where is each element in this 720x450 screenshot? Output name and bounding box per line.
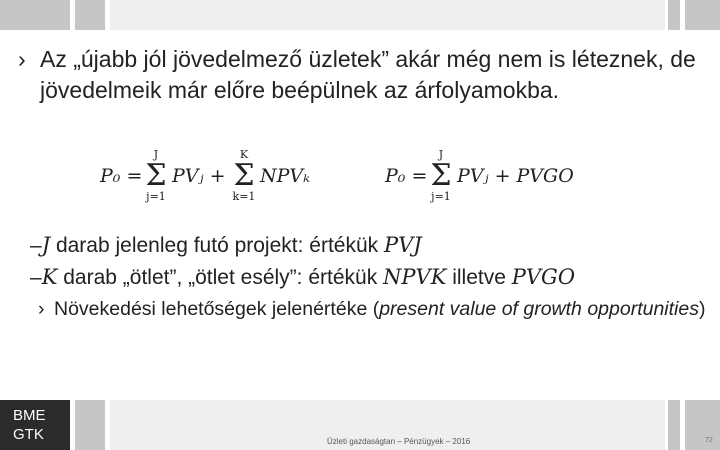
slide-content (18, 44, 712, 106)
sum-symbol: K Σ k=1 (232, 148, 256, 203)
bme-gtk-logo: BME GTK (0, 400, 70, 450)
footer-bar-right (685, 400, 720, 450)
page-number: 72 (705, 437, 713, 444)
header-bar-fourth (668, 0, 680, 30)
sum-symbol: J Σ j=1 (430, 148, 452, 203)
bullet-arrow-icon: › (38, 298, 45, 320)
header-bar-second (75, 0, 105, 30)
formula-left (100, 145, 330, 207)
sub-sub-bullet: › Növekedési lehetőségek jelenértéke (present value of growth opportunities) (38, 298, 706, 320)
footer-caption: Üzleti gazdaságtan – Pénzügyek – 2016 (327, 437, 471, 446)
formula-right (385, 145, 595, 207)
sub-bullet-j: –J darab jelenleg futó projekt: értékük PVJ (30, 233, 422, 257)
sub-bullet-k: –K darab „ötlet”, „ötlet esély”: értékük NPVK illetve PVGO (30, 265, 576, 289)
header-bar-right (685, 0, 720, 30)
formula-left-lhs: P₀ = (100, 165, 143, 187)
footer-bar-fourth (668, 400, 680, 450)
formula-left-term1: PVⱼ + (172, 165, 226, 187)
formula-left-term2: NPVₖ (260, 165, 311, 187)
main-bullet-text: Az „újabb jól jövedelmező üzletek” akár még nem is léteznek, de jövedelmeik már előre beépülnek az árfolyamokba. (40, 46, 696, 103)
bullet-arrow-icon: › (18, 46, 26, 72)
header-bar-left (0, 0, 70, 30)
footer-bar-second (75, 400, 105, 450)
formula-right-term1: PVⱼ + PVGO (457, 165, 574, 187)
header-bar-center (110, 0, 665, 30)
sum-symbol: J Σ j=1 (145, 148, 167, 203)
formula-area (100, 145, 600, 207)
formula-right-lhs: P₀ = (385, 165, 428, 187)
main-bullet (18, 44, 712, 106)
